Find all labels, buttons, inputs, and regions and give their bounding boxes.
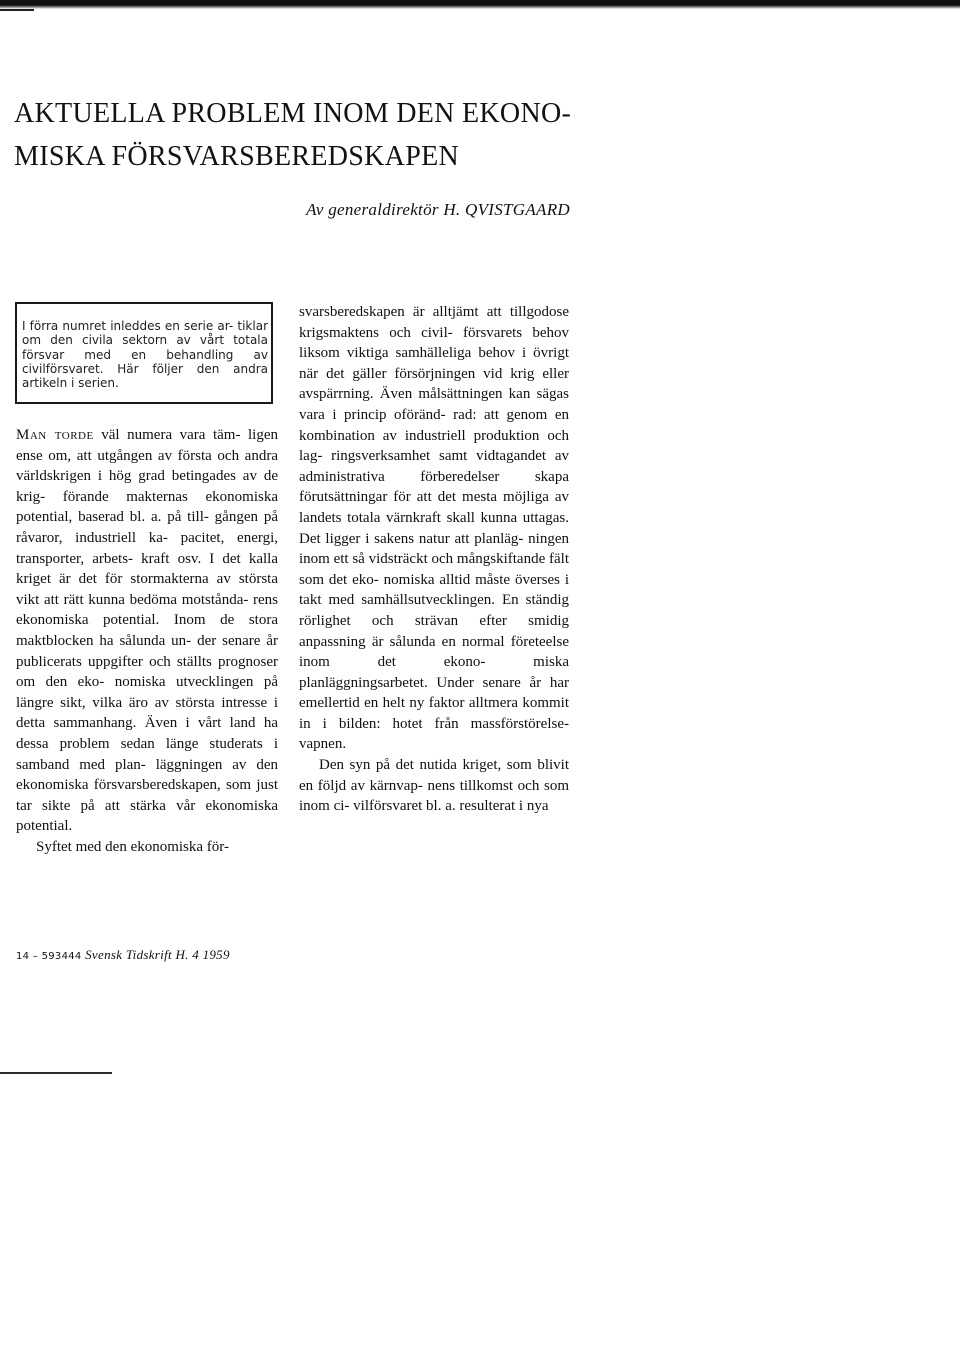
print-code: 14 – 593444 <box>16 951 82 962</box>
horizontal-rule <box>0 1072 112 1074</box>
right-paragraph-1: svarsberedskapen är alltjämt att tillgodose krigsmaktens och civil- försvarets behov liksom viktiga samhälleliga behov i övrigt när det gäller försörjningen vid krig eller avspärrning. Även målsättningen kan sägas vara i princip oföränd- rad: att genom en kombination av industriell produktion och lag- ringsverksamhet samt vidtagandet av administrativa förberedelser skapa förutsättningar för att det mesta möjliga av landets totala värnkraft skall kunna uttagas. Det ligger i sakens natur att planläg- ningen inom ett så vidsträckt och mångskiftande fält som det eko- nomiska alltid måste överses i takt med samhällsutvecklingen. En ständig rörlighet och strävan efter smidig anpassning är sålunda en normal företeelse inom det ekono- miska planläggningsarbetet. Under senare år har emellertid en helt ny faktor alltmera kommit in i bilden: hotet från massförstörelse- vapnen. <box>299 304 569 753</box>
right-paragraph-2: Den syn på det nutida kriget, som blivit en följd av kärnvap- nens tillkomst och som inom ci- vilförsvaret bl. a. resulterat i nya <box>299 757 569 815</box>
title-line-2: MISKA FÖRSVARSBEREDSKAPEN <box>14 141 459 172</box>
article-title <box>14 92 614 178</box>
author-byline: Av generaldirektör H. QVISTGAARD <box>306 200 570 219</box>
right-column <box>299 302 569 817</box>
journal-citation: Svensk Tidskrift H. 4 1959 <box>85 947 230 962</box>
scan-edge-bar <box>0 0 960 9</box>
scan-edge-mark <box>0 9 34 11</box>
page-footer <box>16 947 230 963</box>
lead-in-smallcaps: Man torde <box>16 427 94 443</box>
intro-box-text: I förra numret inleddes en serie ar- tiklar om den civila sektorn av vårt totala försvar med en behandling av civilförsvaret. Här följer den andra artikeln i serien. <box>22 319 268 391</box>
left-column <box>16 425 278 857</box>
left-paragraph-1-text: väl numera vara täm- ligen ense om, att utgången av första och andra världskrigen i hög grad betingades av de krig- förande makternas ekonomiska potential, baserad bl. a. på till- gången på råvaror, industriell ka- pacitet, energi, transporter, arbets- kraft osv. I det kalla kriget är det för stormakterna av största vikt att rätt kunna bedöma motstånda- rens ekonomiska potential. Inom de stora maktblocken ha sålunda un- der senare år publicerats uppgifter och ställts prognoser om den eko- nomiska utvecklingen på längre sikt, vilka äro av största intresse i detta sammanhang. Även i vårt land ha dessa problem sedan länge studerats i samband med plan- läggningen av den ekonomiska försvarsberedskapen, som just tar sikte på att stärka vår ekonomiska potential. <box>16 427 278 835</box>
left-paragraph-2: Syftet med den ekonomiska för- <box>36 838 229 855</box>
title-line-1: AKTUELLA PROBLEM INOM DEN EKONO- <box>14 98 572 129</box>
left-paragraph-1 <box>16 425 278 837</box>
